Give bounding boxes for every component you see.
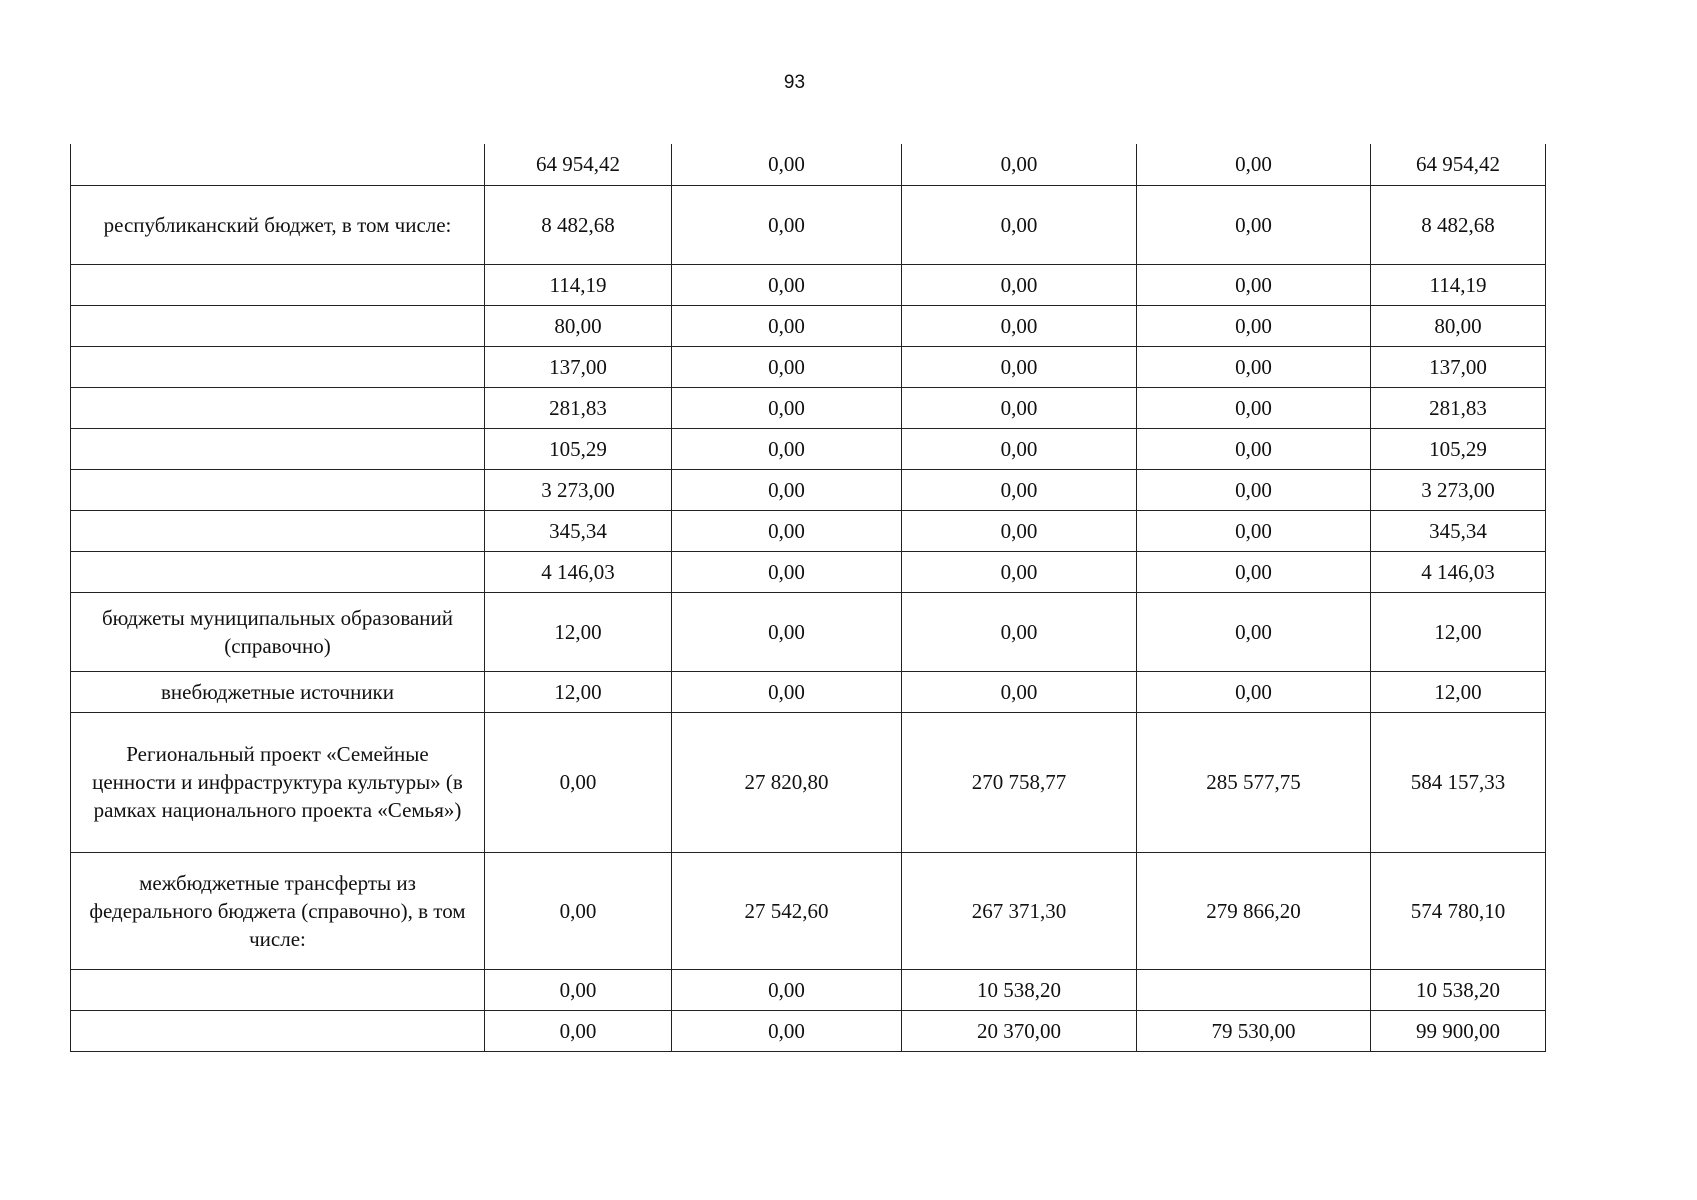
value-cell: 0,00 [1137,551,1371,592]
value-cell: 0,00 [1137,305,1371,346]
table-row [71,346,1546,387]
value-cell: 137,00 [485,346,672,387]
value-cell: 0,00 [672,428,902,469]
value-cell: 27 542,60 [672,852,902,969]
value-cell: 79 530,00 [1137,1010,1371,1051]
value-cell: 3 273,00 [1371,469,1546,510]
value-cell: 0,00 [485,1010,672,1051]
value-cell: 12,00 [485,592,672,671]
row-label: бюджеты муниципальных образований (справочно) [71,592,485,671]
value-cell: 0,00 [902,346,1137,387]
value-cell: 0,00 [1137,671,1371,712]
value-cell: 0,00 [672,551,902,592]
row-label: межбюджетные трансферты из федерального бюджета (справочно), в том числе: [71,852,485,969]
value-cell: 64 954,42 [1371,144,1546,185]
budget-table [70,144,1546,1052]
value-cell: 0,00 [672,510,902,551]
value-cell: 0,00 [902,510,1137,551]
value-cell: 0,00 [902,185,1137,264]
value-cell: 0,00 [902,469,1137,510]
table-row [71,428,1546,469]
value-cell: 4 146,03 [485,551,672,592]
value-cell: 0,00 [672,387,902,428]
value-cell: 0,00 [1137,346,1371,387]
table-row [71,551,1546,592]
value-cell: 279 866,20 [1137,852,1371,969]
value-cell: 0,00 [902,305,1137,346]
value-cell: 267 371,30 [902,852,1137,969]
page-number: 93 [783,72,806,93]
value-cell: 270 758,77 [902,712,1137,852]
value-cell: 64 954,42 [485,144,672,185]
table-row [71,305,1546,346]
value-cell: 0,00 [1137,144,1371,185]
table-row [71,264,1546,305]
value-cell [1137,969,1371,1010]
value-cell: 0,00 [672,671,902,712]
value-cell: 8 482,68 [1371,185,1546,264]
value-cell: 0,00 [902,264,1137,305]
value-cell: 0,00 [902,592,1137,671]
row-label [71,387,485,428]
table-row [71,469,1546,510]
table-row [71,185,1546,264]
row-label [71,144,485,185]
value-cell: 10 538,20 [902,969,1137,1010]
value-cell: 0,00 [1137,592,1371,671]
value-cell: 584 157,33 [1371,712,1546,852]
value-cell: 8 482,68 [485,185,672,264]
row-label [71,510,485,551]
value-cell: 0,00 [672,346,902,387]
row-label [71,264,485,305]
value-cell: 0,00 [902,551,1137,592]
table-row [71,712,1546,852]
row-label: внебюджетные источники [71,671,485,712]
row-label [71,551,485,592]
value-cell: 80,00 [1371,305,1546,346]
value-cell: 12,00 [1371,671,1546,712]
value-cell: 0,00 [902,428,1137,469]
value-cell: 285 577,75 [1137,712,1371,852]
value-cell: 0,00 [672,592,902,671]
table-row [71,671,1546,712]
value-cell: 0,00 [902,671,1137,712]
value-cell: 0,00 [902,387,1137,428]
table-row [71,144,1546,185]
row-label: республиканский бюджет, в том числе: [71,185,485,264]
value-cell: 114,19 [1371,264,1546,305]
row-label [71,1010,485,1051]
table-row [71,592,1546,671]
table-row [71,969,1546,1010]
value-cell: 0,00 [1137,510,1371,551]
value-cell: 281,83 [485,387,672,428]
row-label [71,346,485,387]
table-row [71,1010,1546,1051]
value-cell: 105,29 [1371,428,1546,469]
value-cell: 0,00 [672,469,902,510]
value-cell: 345,34 [485,510,672,551]
row-label [71,428,485,469]
value-cell: 3 273,00 [485,469,672,510]
value-cell: 345,34 [1371,510,1546,551]
row-label: Региональный проект «Семейные ценности и инфраструктура культуры» (в рамках национального проекта «Семья») [71,712,485,852]
row-label [71,305,485,346]
value-cell: 0,00 [672,969,902,1010]
value-cell: 0,00 [672,144,902,185]
value-cell: 0,00 [1137,428,1371,469]
value-cell: 281,83 [1371,387,1546,428]
value-cell: 0,00 [1137,387,1371,428]
value-cell: 574 780,10 [1371,852,1546,969]
row-label [71,469,485,510]
value-cell: 0,00 [672,264,902,305]
value-cell: 99 900,00 [1371,1010,1546,1051]
row-label [71,969,485,1010]
value-cell: 27 820,80 [672,712,902,852]
value-cell: 80,00 [485,305,672,346]
value-cell: 12,00 [1371,592,1546,671]
value-cell: 0,00 [485,712,672,852]
value-cell: 0,00 [485,969,672,1010]
value-cell: 114,19 [485,264,672,305]
value-cell: 0,00 [1137,469,1371,510]
table-row [71,852,1546,969]
value-cell: 20 370,00 [902,1010,1137,1051]
value-cell: 0,00 [672,1010,902,1051]
table-row [71,387,1546,428]
value-cell: 105,29 [485,428,672,469]
value-cell: 12,00 [485,671,672,712]
value-cell: 0,00 [1137,185,1371,264]
value-cell: 0,00 [902,144,1137,185]
value-cell: 0,00 [1137,264,1371,305]
value-cell: 0,00 [485,852,672,969]
value-cell: 10 538,20 [1371,969,1546,1010]
table-row [71,510,1546,551]
value-cell: 4 146,03 [1371,551,1546,592]
value-cell: 137,00 [1371,346,1546,387]
value-cell: 0,00 [672,185,902,264]
value-cell: 0,00 [672,305,902,346]
